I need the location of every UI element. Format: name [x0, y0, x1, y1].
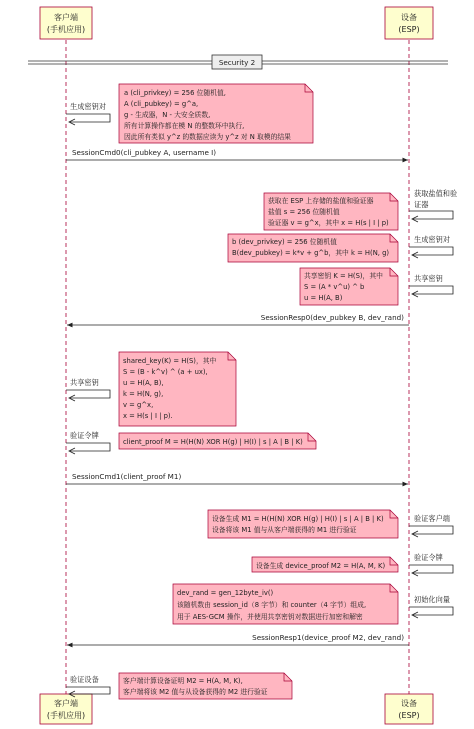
client-name: 客户端 [54, 13, 78, 22]
message-label: SessionResp1(device_proof M2, dev_rand) [252, 633, 404, 642]
note-line: S = (A * v^u) ^ b [304, 283, 365, 291]
step-label: 验证令牌 [414, 553, 443, 562]
step-shared-key-client [66, 352, 236, 426]
note-line: 共享密钥 K = H(S)，其中 [304, 272, 383, 280]
step-label: 初始化向量 [414, 595, 450, 604]
step-verify-device [66, 673, 292, 699]
message-label: SessionCmd1(client_proof M1) [72, 472, 182, 481]
note-line: dev_rand = gen_12byte_iv() [177, 589, 274, 597]
step-init-vector [173, 584, 453, 624]
note-line: b (dev_privkey) = 256 位随机值 [232, 238, 337, 246]
note-line: 用于 AES-GCM 操作，并使用共享密钥对数据进行加密和解密 [177, 613, 363, 621]
note-line: client_proof M = H(H(N) XOR H(g) | H(I) | s | A | B | K) [123, 438, 303, 446]
esp-subtitle: (ESP) [398, 25, 420, 34]
step-generate-keypair-device [228, 234, 453, 262]
note-line: B(dev_pubkey) = k*v + g^b，其中 k = H(N, g) [232, 249, 390, 257]
esp-participant-bottom [385, 694, 433, 724]
note-line: A (cli_pubkey) = g^a, [124, 100, 199, 108]
note-line: 设备将该 M1 值与从客户端获得的 M1 进行验证 [212, 526, 357, 534]
message-session-cmd0 [66, 148, 408, 160]
message-session-resp1 [67, 633, 409, 645]
step-label: 证器 [414, 200, 429, 209]
client-subtitle-bottom: (手机应用) [46, 711, 86, 720]
message-label: SessionCmd0(cli_pubkey A, username I) [72, 148, 217, 157]
note-line: g - 生成器，N - 大安全质数, [124, 111, 211, 119]
note-line: x = H(s | I | p). [123, 412, 173, 420]
step-verify-token-client [66, 431, 316, 454]
step-generate-keypair-client [66, 84, 313, 143]
step-label: 生成密钥对 [70, 102, 106, 111]
note-line: u = H(A, B), [123, 379, 164, 387]
note-line: 设备生成 device_proof M2 = H(A, M, K) [256, 562, 386, 570]
note-line: k = H(N, g), [123, 390, 164, 398]
step-label: 生成密钥对 [414, 235, 450, 244]
note-line: 盐值 s = 256 位随机值 [268, 208, 340, 216]
step-label: 验证客户端 [414, 514, 450, 523]
step-label: 共享密钥 [70, 378, 99, 387]
step-verify-client [208, 510, 453, 538]
note-line: 设备生成 M1 = H(H(N) XOR H(g) | H(I) | s | A | B | K) [212, 515, 384, 523]
step-label: 共享密钥 [414, 274, 443, 283]
note-line: 客户端计算设备证明 M2 = H(A, M, K), [123, 677, 243, 685]
note-line: 该随机数由 session_id（8 字节）和 counter（4 字节）组成, [177, 601, 367, 609]
step-fetch-salt-verifier [264, 189, 457, 230]
esp-name: 设备 [401, 13, 417, 22]
note-line: 获取在 ESP 上存储的盐值和验证器 [268, 197, 374, 205]
note-line: a (cli_privkey) = 256 位随机值, [124, 89, 226, 97]
step-label: 获取盐值和验 [414, 189, 458, 198]
note-line: 所有计算操作都在模 N 的整数环中执行, [124, 122, 245, 130]
client-participant-bottom [40, 694, 92, 724]
client-name-bottom: 客户端 [54, 699, 78, 708]
client-participant-top [40, 7, 92, 39]
step-label: 验证令牌 [70, 431, 99, 440]
note-line: 客户端将该 M2 值与从设备获得的 M2 进行验证 [123, 688, 268, 696]
note-line: S = (B - k^v) ^ (a + ux), [123, 368, 208, 376]
section-divider [28, 55, 448, 69]
note-line: u = H(A, B) [304, 294, 343, 302]
client-subtitle: (手机应用) [46, 25, 86, 34]
section-title: Security 2 [218, 58, 256, 67]
note-line: v = g^x, [123, 401, 154, 409]
step-shared-key-device [300, 268, 453, 305]
esp-participant-top [385, 7, 433, 39]
step-verify-token-device [252, 553, 453, 576]
esp-subtitle-bottom: (ESP) [398, 711, 420, 720]
message-session-cmd1 [66, 472, 408, 484]
note-line: 因此所有类似 y^z 的数据应读为 y^z 对 N 取模的结果 [124, 133, 291, 141]
message-label: SessionResp0(dev_pubkey B, dev_rand) [260, 313, 404, 322]
step-label: 验证设备 [70, 675, 99, 684]
esp-name-bottom: 设备 [401, 699, 417, 708]
message-session-resp0 [67, 313, 409, 325]
note-line: shared_key(K) = H(S)，其中 [123, 357, 217, 365]
note-line: 验证器 v = g^x，其中 x = H(s | I | p) [268, 219, 389, 227]
